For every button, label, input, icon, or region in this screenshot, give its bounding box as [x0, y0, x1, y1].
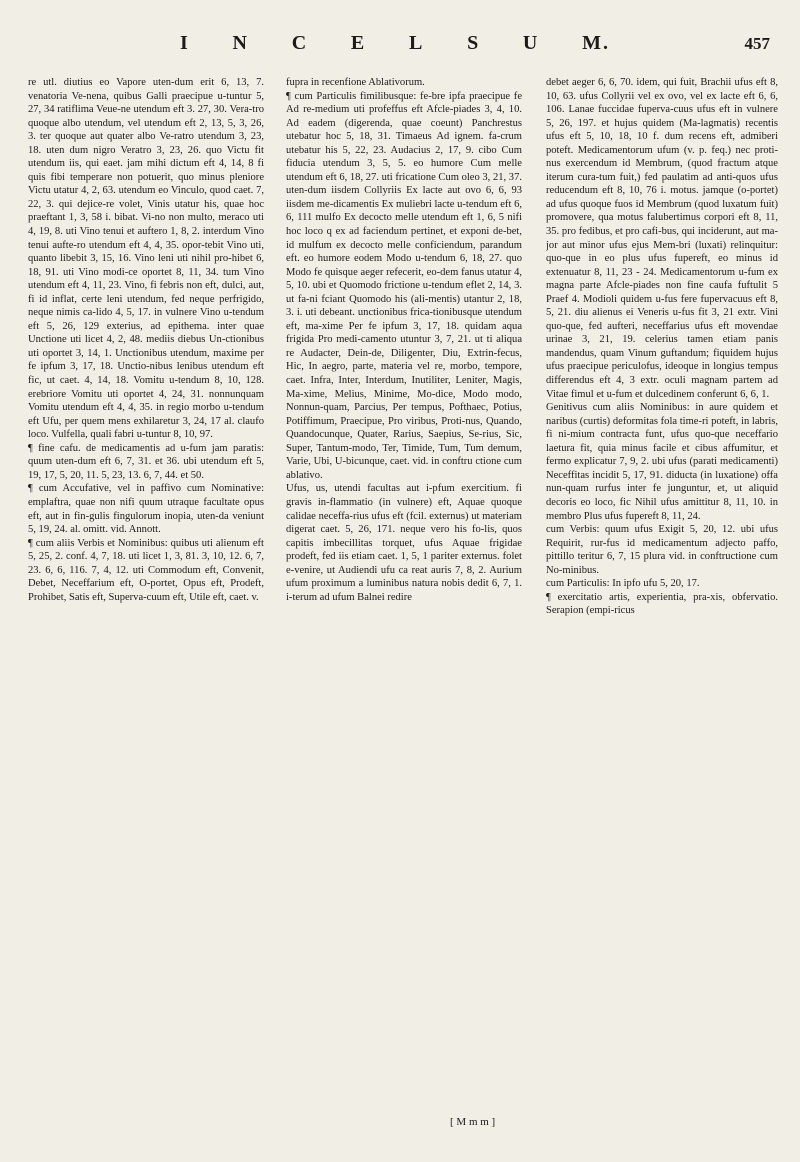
text-column-1	[28, 76, 264, 1136]
running-head-letter: U	[522, 32, 540, 54]
text-column-2	[286, 76, 522, 1136]
running-head-letter: E	[350, 32, 367, 54]
running-head-letter: M.	[582, 32, 610, 54]
running-head-letter: N	[232, 32, 249, 54]
page-number: 457	[744, 34, 770, 53]
running-head-letter: I	[180, 32, 190, 54]
column-text: debet aeger 6, 6, 70. idem, qui fuit, Brachii ufus eft 8, 10, 63. ufus Collyrii vel ex ovo, vel ex lacte eft 6, 6, 106. Lanae fuccidae fuperva-cuus ufus eft in vulnere 5, 26, 197. et hujus quidem (Ma-lagmatis) recentis ufus eft 5, 10, 18, 10 f. dum recens eft, admiberi poteft. Medicamentorum ufum (v. p. feq.) nec proti-nus exercendum id Membrum, (quod fractum atque iterum cura-tum fuit,) fed paulatim ad anti-quos ufus reducendum eft 8, 10, 76 i. motus. jamque (o-portet) ad ufus quoque fuos id Membrum (quod luxatum fuit) promovere, qua motus falubertimus corpori eft 8, 11, 35. pro fedibus, et pro cafi-bus, qui inciderunt, aut ma-jor aut minor ufus ejus Mem-bri (luxati) relinquitur: quo-que in eo plus ufus fupereft, eo minus id extenuatur 8, 11, 23 - 24. Medicamentorum u-fum ex magna parte Afcle-piades non fine caufa fuftulit 5 Praef 4. Modioli quidem u-fus fere fupervacuus eft 8, 5, 21. diu alienus ei Veneris u-fus fit 3, 21 extr. Vini quo-que, fed aufteri, neceffarius ufus eft movendae urinae 3, 21, 19. celerius tamen etiam panis mandendus, quam Vinum guftandum; fiquidem hujus ufus praecipue periculofus, ideoque in longius tempus differendus eft 4, 3 extr. oculi magnam partem ad Vitae fimul et u-fum et dulcedinem conferunt 6, 6, 1. Genitivus cum aliis Nominibus: in aure quidem et naribus (curtis) deformitas fola time-ri poteft, in labris, fi ni-mium contracta funt, ufus quo-que neceffario laetura fit, quia minus facile et cibus affumitur, et fermo explicatur 7, 9, 2. ubi ufus (parati medicamenti) Neceffitas incidit 5, 17, 91. diducta (in luxatione) offa nun-quam rurfus inter fe junguntur, et, ut aliquid decoris eo loco, fic Nihil ufus amittitur 8, 11, 10. in membro Plus ufus fupereft 8, 11, 24. cum Verbis: quum ufus Exigit 5, 20, 12. ubi ufus Requirit, rur-fus id medicamentum adjecto paffo, pittillo teritur 6, 7, 15 plura vid. in conftructione cum No-minibus. cum Particulis: In ipfo ufu 5, 20, 17. ¶ exercitatio artis, experientia, pra-xis, obfervatio. Serapion (empi-ricus	[546, 77, 778, 617]
running-head	[180, 32, 610, 55]
column-text: fupra in recenfione Ablativorum. ¶ cum Particulis fimilibusque: fe-bre ipfa praecipue fe Ad re-medium uti profeffus eft Afcle-piades 3, 4, 10. Ad eadem (digerenda, quae coeunt) Panchrestus utebatur hoc 5, 18, 31. Timaeus Ad ignem. fa-crum utebatur his 5, 22, 23. Audacius 2, 17, 9. cibo Cum fiducia utendum 3, 5, 5. eo humore Cum melle utendum eft 6, 18, 27. uti fricatione Cum oleo 3, 21, 37. uten-dum iisdem Collyriis Ex lacte aut ovo 6, 6, 93 iisdem me-dicamentis Ex muliebri lacte u-tendum eft 6, 6, 111 mulfo Ex decocto melle utendum eft 1, 6, 5 nifi hoc loco q ex ad faciendum pertinet, et exponi de-bet, id mulfum ex decocto melle conficiendum, parandum eft. eo humore eodem Modo u-tendum 6, 18, 27. quo Modo fe quisque aeger refecerit, eo-dem fanus utatur 4, 5, 10. ubi et Quomodo frictione u-tendum eflet 2, 14, 3. ut fa-ni fciant Quomodo his (ali-mentis) utantur 2, 18, 3. i. uti debeant. unctionibus frica-tionibusque utendum eft, ma-xime Per fe ipfum 3, 17, 18. quidam aqua frigida Pro medi-camento utuntur 3, 7, 21. ut ti aliqua re Audacter, Dein-de, Diligenter, Diu, Extrin-fecus, Hic, In aegro, parte, materia vel re, morbo, tempore, caet. Infra, Inter, Interdum, Inutiliter, Leniter, Magis, Ma-xime, Melius, Minime, Mo-dice, Modo modo, Nonnun-quam, Parcius, Per tempus, Pofthaec, Potius, Potiffimum, Praecipue, Pro viribus, Proti-nus, Quando, Quandocunque, Quater, Rarius, Saepius, Se-rius, Sic, Super, Tantum-modo, Ter, Timide, Tum, Tum demum, Varie, Ubi, U-bicunque, caet. vid. in conftru ctione cum ablativo. Ufus, us, utendi facultas aut i-pfum exercitium. fi gravis in-flammatio (in vulnere) eft, Aquae quoque calidae neceffa-rius ufus eft (fcil. externus) ut materiam digerat caet. 5, 26, 171. neque vero his fo-lis, quos capitis imbecillitas torquet, ufus Aquae frigidae prodeft, fed iis etiam caet. 1, 5, 1 pariter externus. folet e-venire, ut Audiendi ufu ca reat auris 7, 8, 2. Aurium ufum proximum a luminibus natura nobis dedit 6, 7, 1. i-terum ad ufum Balnei redire	[286, 77, 522, 603]
column-text: re utl. diutius eo Vapore uten-dum erit 6, 13, 7. venatoria Ve-nena, quibus Galli praecipue u-tuntur 5, 27, 34 ratiflima Veue-ne utendum eft 3. 27, 30. Vera-tro quoque albo utendum, vel utendum eft 2, 13, 5, 3, 26, 3. ter quoque aut quater albo Ve-ratro utendum 3, 23, 18. uten dum nigro Veratro 3, 23, 26. quo Victu fit utendum iis, qui eaet. jam mihi dictum eft 4, 14, 8 fi quis fibi temperare non potuerit, quo minus pleniore Victu utatur 4, 2, 63. utendum eo Vinculo, quod caet. 7, 22, 3. qui dejice-re volet, Vinis utatur his, quae hoc praeftant 1, 3, 58 i. bibat. Vi-no non multo, meraco uti 4, 19, 8. uti Vino tenui et auftero 1, 8, 2. interdum Vino tenui aufte-ro utendum eft 4, 4, 35. opor-tebit Vino uti, quanto libebit 3, 15, 16. Vino leni uti nihil pro-hibet 6, 18, 91. uti Vino modi-ce oportet 8, 11, 34. tum Vino utendum eft 4, 11, 23. Vino, fi febris non eft, dulci, aut, fi id inflat, certe leni utendum, fed neque perfrigido, neque nimis ca-lido 4, 5, 17. in vulnere Vino u-tendum eft 5, 26, 129 exterius, ad epithema. inter quae Unctione uti licet 4, 2, 48. mediis diebus Un-ctionibus uti oportet 3, 14, 1. Unctionibus utendum, maxime per fe ipfum 3, 17, 18. Unctio-nibus lenibus utendum eft fic, ut caet. 4, 14, 18. Vomitu u-tendum 8, 10, 128. erebriore Vomitu uti oportet 4, 24, 31. nonnunquam Vomitu utendum eft 4, 4, 35. in regio morbo u-tendum eft Ufu, per quem mens exhilaretur 3, 24, 17 al. claufo loco. Vulfella, quali fabri u-tuntur 8, 10, 97. ¶ fine cafu. de medicamentis ad u-fum jam paratis: quum uten-dum eft 6, 7, 31. et 36. ubi utendum eft 5, 19, 17, 5, 20, 11. 5, 23, 13. 6, 7, 44. et 50. ¶ cum Accufative, vel in paffivo cum Nominative: emplaftra, quae non nifi quum utraque facultate opus eft, aut in fin-gulis fingulorum inopia, uten-da veniunt 5, 19, 24. al. omitt. vid. Annott. ¶ cum aliis Verbis et Nominibus: quibus uti alienum eft 5, 25, 2. conf. 4, 7, 18. uti licet 1, 3, 81. 3, 10, 12. 6, 7, 23. 6, 6, 116. 7, 4, 12. uti Commodum eft, Convenit, Debet, Neceffarium eft, O-portet, Opus eft, Prodeft, Prohibet, Satis eft, Superva-cuum eft, Utile eft, caet. v.	[28, 77, 264, 603]
running-head-letter: C	[291, 32, 309, 54]
running-head-letter: S	[467, 32, 481, 54]
text-column-3	[546, 76, 778, 1136]
running-head-letter: L	[408, 32, 425, 54]
signature-mark: [ M m m ]	[450, 1116, 496, 1128]
